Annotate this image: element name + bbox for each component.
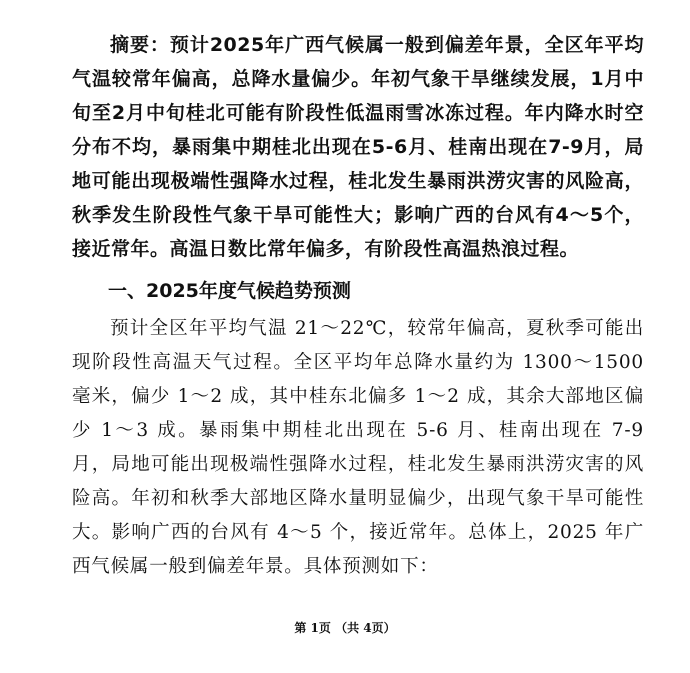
page-footer: 第 1页 （共 4页）: [294, 621, 396, 635]
abstract-paragraph: 摘要：预计2025年广西气候属一般到偏差年景，全区年平均气温较常年偏高，总降水量偏少。年初气象干旱继续发展，1月中旬至2月中旬桂北可能有阶段性低温雨雪冰冻过程。年内降水时空分布不均，暴雨集中期桂北出现在5-6月、桂南出现在7-9月，局地可能出现极端性强降水过程，桂北发生暴雨洪涝灾害的风险高，秋季发生阶段性气象干旱可能性大；影响广西的台风有4～5个，接近常年。高温日数比常年偏多，有阶段性高温热浪过程。: [72, 34, 644, 260]
section-heading: 一、2025年度气候趋势预测: [108, 280, 351, 302]
section-body-paragraph: 预计全区年平均气温 21～22℃，较常年偏高，夏秋季可能出现阶段性高温天气过程。全区平均年总降水量约为 1300～1500 毫米，偏少 1～2 成，其中桂东北偏多 1～2 成，其余大部地区偏少 1～3 成。暴雨集中期桂北出现在 5-6 月、桂南出现在 7-9 月，局地可能出现极端性强降水过程，桂北发生暴雨洪涝灾害的风险高。年初和秋季大部地区降水量明显偏少，出现气象干旱可能性大。影响广西的台风有 4～5 个，接近常年。总体上，2025 年广西气候属一般到偏差年景。具体预测如下：: [72, 318, 644, 577]
